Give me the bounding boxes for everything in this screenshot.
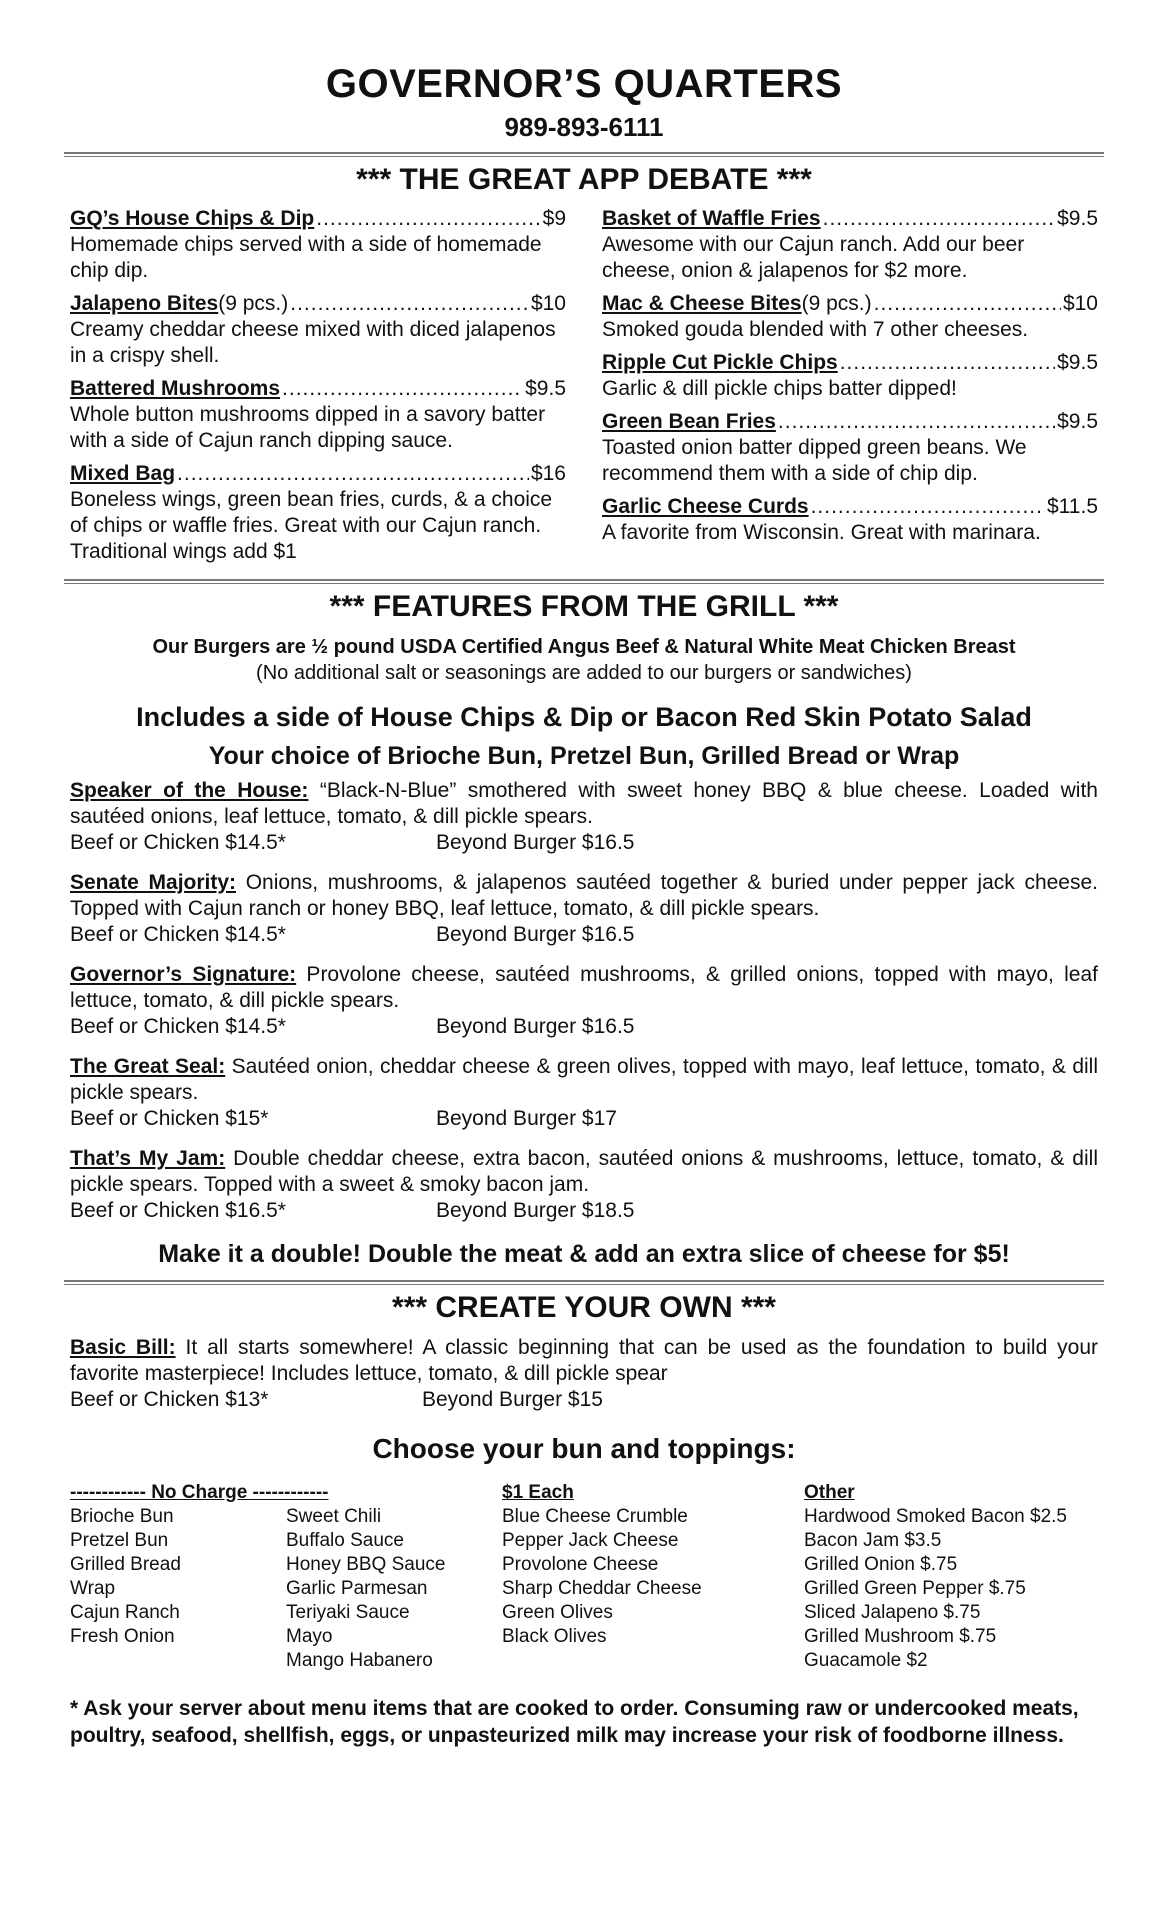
burger-name: Governor’s Signature: — [70, 963, 297, 986]
no-charge-column-b — [286, 1505, 445, 1673]
burger-item — [70, 962, 1098, 1040]
no-charge-column-a — [70, 1505, 286, 1673]
topping: Bacon Jam $3.5 — [804, 1530, 942, 1551]
menu-item — [602, 350, 1098, 402]
phone-number: 989-893-6111 — [504, 112, 664, 142]
item-desc: Boneless wings, green bean fries, curds, & a choice of chips or waffle fries. Great with our Cajun ranch. Traditional wings add $1 — [70, 488, 553, 563]
beyond-price: Beyond Burger $16.5 — [436, 923, 635, 946]
beef-price: Beef or Chicken $15* — [70, 1107, 269, 1130]
dot-leader — [811, 494, 1045, 520]
other-group — [804, 1481, 1067, 1673]
item-desc: Homemade chips served with a side of homemade chip dip. — [70, 233, 542, 282]
topping: Hardwood Smoked Bacon $2.5 — [804, 1506, 1067, 1527]
burger-item — [70, 1054, 1098, 1132]
topping: Mango Habanero — [286, 1650, 433, 1671]
topping: Grilled Bread — [70, 1554, 181, 1575]
beyond-price: Beyond Burger $16.5 — [436, 831, 635, 854]
topping: Black Olives — [502, 1626, 607, 1647]
burger-name: Speaker of the House: — [70, 779, 309, 802]
divider — [64, 152, 1104, 157]
create-section-title: *** CREATE YOUR OWN *** — [392, 1291, 776, 1324]
toppings-grid — [70, 1481, 1098, 1673]
item-name: Basket of Waffle Fries — [602, 207, 821, 230]
apps-left-column — [70, 199, 566, 565]
item-name: GQ’s House Chips & Dip — [70, 207, 315, 230]
dot-leader — [282, 376, 523, 402]
menu-item — [70, 461, 566, 565]
side-info: Includes a side of House Chips & Dip or Bacon Red Skin Potato Salad — [136, 702, 1032, 732]
burger-info: Our Burgers are ½ pound USDA Certified Angus Beef & Natural White Meat Chicken Breast — [152, 636, 1016, 658]
seasoning-note: (No additional salt or seasonings are added to our burgers or sandwiches) — [256, 662, 912, 684]
dot-leader — [290, 291, 529, 317]
topping: Mayo — [286, 1626, 333, 1647]
burger-item — [70, 1146, 1098, 1224]
dot-leader — [840, 350, 1055, 376]
beef-price: Beef or Chicken $13* — [70, 1388, 269, 1411]
topping: Guacamole $2 — [804, 1650, 928, 1671]
bun-info: Your choice of Brioche Bun, Pretzel Bun, Grilled Bread or Wrap — [208, 742, 960, 770]
item-name: Ripple Cut Pickle Chips — [602, 351, 838, 374]
item-desc: Awesome with our Cajun ranch. Add our beer cheese, onion & jalapenos for $2 more. — [602, 233, 1025, 282]
item-extra: (9 pcs.) — [218, 292, 289, 315]
menu-item — [70, 206, 566, 284]
item-extra: (9 pcs.) — [801, 292, 872, 315]
item-name: Battered Mushrooms — [70, 377, 281, 400]
topping: Sweet Chili — [286, 1506, 382, 1527]
item-desc: Toasted onion batter dipped green beans. We recommend them with a side of chip dip. — [602, 436, 1027, 485]
menu-item — [602, 494, 1098, 546]
each-group — [502, 1481, 804, 1673]
item-desc: Whole button mushrooms dipped in a savory batter with a side of Cajun ranch dipping sauce. — [70, 403, 546, 452]
item-name: Garlic Cheese Curds — [602, 495, 809, 518]
topping: Garlic Parmesan — [286, 1578, 428, 1599]
burger-desc: Provolone cheese, sautéed mushrooms, & grilled onions, topped with mayo, leaf lettuce, tomato, & dill pickle spears. — [70, 963, 1098, 1012]
each-heading: $1 Each — [502, 1482, 574, 1503]
apps-columns — [70, 199, 1098, 565]
beef-price: Beef or Chicken $14.5* — [70, 831, 286, 854]
topping: Pretzel Bun — [70, 1530, 169, 1551]
topping: Cajun Ranch — [70, 1602, 180, 1623]
double-offer: Make it a double! Double the meat & add an extra slice of cheese for $5! — [158, 1240, 1010, 1268]
beyond-price: Beyond Burger $18.5 — [436, 1199, 635, 1222]
item-price: $10 — [530, 292, 566, 315]
item-desc: Creamy cheddar cheese mixed with diced jalapenos in a crispy shell. — [70, 318, 556, 367]
burger-desc: “Black-N-Blue” smothered with sweet honey BBQ & blue cheese. Loaded with sautéed onions, leaf lettuce, tomato, & dill pickle spears. — [70, 779, 1098, 828]
dot-leader — [823, 206, 1056, 232]
item-price: $9.5 — [1057, 410, 1098, 433]
item-desc: Garlic & dill pickle chips batter dipped! — [602, 377, 957, 400]
dot-leader — [177, 461, 529, 487]
menu-item — [70, 376, 566, 454]
beyond-price: Beyond Burger $15 — [422, 1388, 603, 1411]
item-price: $11.5 — [1047, 495, 1098, 518]
item-price: $16 — [530, 462, 566, 485]
other-heading: Other — [804, 1482, 855, 1503]
item-desc: A favorite from Wisconsin. Great with marinara. — [602, 521, 1041, 544]
burger-item — [70, 870, 1098, 948]
topping: Grilled Mushroom $.75 — [804, 1626, 997, 1647]
item-desc: Smoked gouda blended with 7 other cheeses. — [602, 318, 1029, 341]
menu-item — [602, 409, 1098, 487]
topping: Teriyaki Sauce — [286, 1602, 410, 1623]
topping: Grilled Green Pepper $.75 — [804, 1578, 1026, 1599]
divider — [64, 1280, 1104, 1285]
no-charge-group — [70, 1481, 502, 1673]
burger-desc: Sautéed onion, cheddar cheese & green olives, topped with mayo, leaf lettuce, tomato, & dill pickle spears. — [70, 1055, 1098, 1104]
basic-bill — [70, 1335, 1098, 1413]
burger-desc: It all starts somewhere! A classic beginning that can be used as the foundation to build your favorite masterpiece! Includes lettuce, tomato, & dill pickle spear — [70, 1336, 1098, 1385]
menu-item — [602, 206, 1098, 284]
divider — [64, 579, 1104, 584]
dot-leader — [874, 291, 1061, 317]
item-price: $9.5 — [525, 377, 566, 400]
beef-price: Beef or Chicken $14.5* — [70, 1015, 286, 1038]
dot-leader — [778, 409, 1055, 435]
item-price: $9 — [542, 207, 566, 230]
topping: Sliced Jalapeno $.75 — [804, 1602, 981, 1623]
topping: Provolone Cheese — [502, 1554, 659, 1575]
topping: Honey BBQ Sauce — [286, 1554, 446, 1575]
beef-price: Beef or Chicken $16.5* — [70, 1199, 286, 1222]
item-name: Mixed Bag — [70, 462, 176, 485]
item-name: Green Bean Fries — [602, 410, 776, 433]
topping: Fresh Onion — [70, 1626, 175, 1647]
item-name: Jalapeno Bites — [70, 292, 219, 315]
burger-name: That’s My Jam: — [70, 1147, 226, 1170]
topping: Green Olives — [502, 1602, 613, 1623]
item-price: $9.5 — [1057, 207, 1098, 230]
apps-section-title: *** THE GREAT APP DEBATE *** — [356, 163, 812, 196]
item-price: $9.5 — [1057, 351, 1098, 374]
beyond-price: Beyond Burger $16.5 — [436, 1015, 635, 1038]
burger-desc: Double cheddar cheese, extra bacon, sautéed onions & mushrooms, lettuce, tomato, & dill pickle spears. Topped with a sweet & smoky bacon jam. — [70, 1147, 1098, 1196]
topping: Wrap — [70, 1578, 116, 1599]
no-charge-heading: ------------ No Charge ------------ — [70, 1482, 329, 1503]
beef-price: Beef or Chicken $14.5* — [70, 923, 286, 946]
burger-name: Basic Bill: — [70, 1336, 176, 1359]
restaurant-name: GOVERNOR’S QUARTERS — [325, 62, 843, 106]
burger-name: Senate Majority: — [70, 871, 237, 894]
burger-item — [70, 778, 1098, 856]
topping: Brioche Bun — [70, 1506, 174, 1527]
topping: Sharp Cheddar Cheese — [502, 1578, 702, 1599]
dot-leader — [316, 206, 540, 232]
topping: Pepper Jack Cheese — [502, 1530, 679, 1551]
topping: Grilled Onion $.75 — [804, 1554, 958, 1575]
beyond-price: Beyond Burger $17 — [436, 1107, 617, 1130]
item-name: Mac & Cheese Bites — [602, 292, 802, 315]
burger-desc: Onions, mushrooms, & jalapenos sautéed together & buried under pepper jack cheese. Topped with Cajun ranch or honey BBQ, leaf lettuce, tomato, & dill pickle spears. — [70, 871, 1098, 920]
menu-item — [70, 291, 566, 369]
topping: Blue Cheese Crumble — [502, 1506, 688, 1527]
topping: Buffalo Sauce — [286, 1530, 404, 1551]
apps-right-column — [602, 199, 1098, 565]
menu-item — [602, 291, 1098, 343]
item-price: $10 — [1062, 292, 1098, 315]
grill-section-title: *** FEATURES FROM THE GRILL *** — [329, 590, 839, 623]
choose-heading: Choose your bun and toppings: — [372, 1433, 796, 1464]
food-safety-notice: * Ask your server about menu items that are cooked to order. Consuming raw or undercooked meats, poultry, seafood, shellfish, eggs, or unpasteurized milk may increase your risk of foodborne illness. — [70, 1697, 1079, 1747]
burger-name: The Great Seal: — [70, 1055, 226, 1078]
